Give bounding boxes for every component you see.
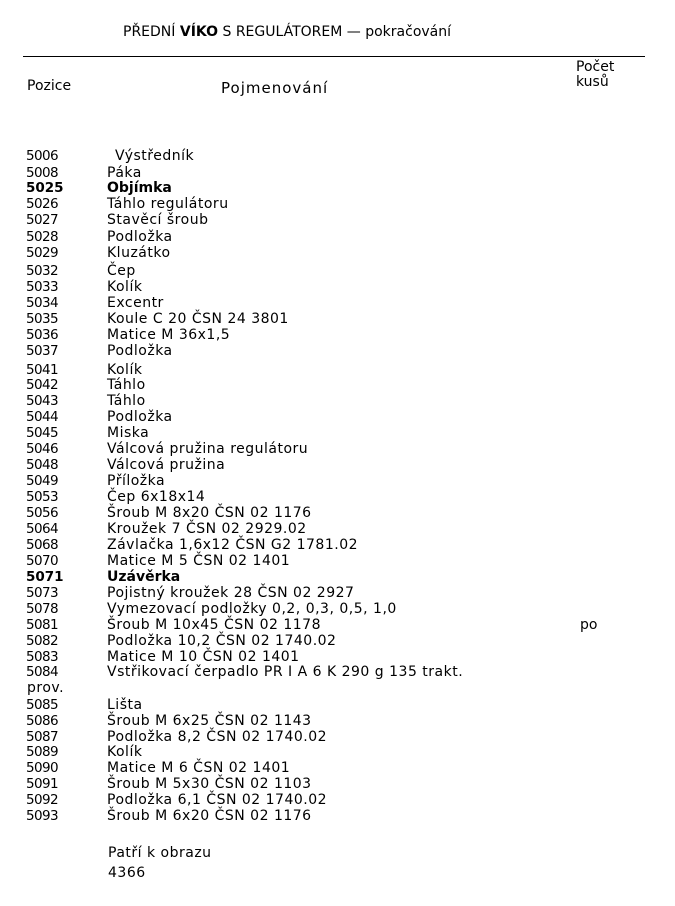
item-position: 5037 — [26, 343, 58, 359]
item-name: Kluzátko — [107, 245, 171, 261]
list-item — [0, 343, 675, 359]
list-item — [0, 409, 675, 425]
item-position: 5036 — [26, 327, 58, 343]
header-rule — [23, 56, 645, 57]
item-position: 5053 — [26, 489, 58, 505]
page-title — [123, 24, 451, 40]
item-name: Šroub M 10x45 ČSN 02 1178 — [107, 617, 321, 633]
item-position: 5045 — [26, 425, 58, 441]
list-item — [0, 263, 675, 279]
list-item — [0, 760, 675, 776]
item-name: Táhlo — [107, 377, 146, 393]
item-position: 5026 — [26, 196, 58, 212]
item-name: Válcová pružina — [107, 457, 226, 473]
item-name: Miska — [107, 425, 150, 441]
item-position: 5033 — [26, 279, 58, 295]
title-suffix: S REGULÁTOREM — pokračování — [218, 24, 452, 40]
list-item — [0, 295, 675, 311]
item-position: 5089 — [26, 744, 58, 760]
item-position: 5091 — [26, 776, 58, 792]
item-position: 5049 — [26, 473, 58, 489]
list-item — [0, 165, 675, 181]
list-item — [0, 729, 675, 745]
title-bold: VÍKO — [179, 24, 219, 40]
list-item — [0, 537, 675, 553]
item-position: 5032 — [26, 263, 58, 279]
list-item — [0, 245, 675, 261]
item-position: 5027 — [26, 212, 58, 228]
item-name: Příložka — [107, 473, 166, 489]
item-name: Páka — [107, 165, 142, 181]
item-name: Kroužek 7 ČSN 02 2929.02 — [107, 521, 307, 537]
list-item — [0, 713, 675, 729]
list-item — [0, 362, 675, 378]
item-position: 5025 — [26, 180, 64, 196]
list-item — [0, 553, 675, 569]
item-name: Podložka — [107, 343, 173, 359]
item-name: Kolík — [107, 362, 143, 378]
list-item — [0, 617, 675, 633]
item-name: Vymezovací podložky 0,2, 0,3, 0,5, 1,0 — [107, 601, 397, 617]
item-position: 5046 — [26, 441, 58, 457]
list-item — [0, 521, 675, 537]
item-position: 5085 — [26, 697, 58, 713]
item-position: 5008 — [26, 165, 58, 181]
item-name: Výstředník — [115, 148, 195, 164]
item-name: Koule C 20 ČSN 24 3801 — [107, 311, 289, 327]
list-item — [0, 585, 675, 601]
item-name: Vstřikovací čerpadlo PR I A 6 K 290 g 135 trakt. — [107, 664, 464, 680]
item-name: Šroub M 5x30 ČSN 02 1103 — [107, 776, 312, 792]
item-name: Kolík — [107, 744, 143, 760]
list-item — [0, 601, 675, 617]
item-name: Pojistný kroužek 28 ČSN 02 2927 — [107, 585, 355, 601]
list-item — [0, 505, 675, 521]
item-name: Matice M 36x1,5 — [107, 327, 231, 343]
item-position: 5006 — [26, 148, 58, 164]
item-name-continuation: prov. — [27, 680, 65, 696]
item-position: 5048 — [26, 457, 58, 473]
list-item — [0, 180, 675, 196]
item-position: 5093 — [26, 808, 58, 824]
item-position: 5081 — [26, 617, 58, 633]
item-count: po — [580, 617, 598, 633]
item-name: Závlačka 1,6x12 ČSN G2 1781.02 — [107, 537, 359, 553]
item-position: 5071 — [26, 569, 64, 585]
list-item — [0, 489, 675, 505]
item-name: Válcová pružina regulátoru — [107, 441, 309, 457]
item-position: 5044 — [26, 409, 58, 425]
list-item — [0, 776, 675, 792]
item-position: 5070 — [26, 553, 58, 569]
item-position: 5035 — [26, 311, 58, 327]
list-item — [0, 393, 675, 409]
list-item — [0, 229, 675, 245]
item-position: 5043 — [26, 393, 58, 409]
list-item — [0, 279, 675, 295]
item-position: 5092 — [26, 792, 58, 808]
list-item — [0, 457, 675, 473]
item-position: 5078 — [26, 601, 58, 617]
list-item — [0, 148, 675, 164]
item-name: Lišta — [107, 697, 143, 713]
item-name: Uzávěrka — [107, 569, 181, 585]
footer-reference-label: Patří k obrazu — [108, 845, 212, 861]
item-name: Kolík — [107, 279, 143, 295]
list-item — [0, 311, 675, 327]
list-item — [0, 744, 675, 760]
item-position: 5034 — [26, 295, 58, 311]
list-item — [0, 425, 675, 441]
item-name: Stavěcí šroub — [107, 212, 209, 228]
item-position: 5082 — [26, 633, 58, 649]
title-prefix: PŘEDNÍ — [123, 24, 180, 40]
list-item — [0, 792, 675, 808]
item-position: 5073 — [26, 585, 58, 601]
item-position: 5084 — [26, 664, 58, 680]
item-position: 5087 — [26, 729, 58, 745]
item-name: Čep — [107, 263, 136, 279]
item-name: Matice M 10 ČSN 02 1401 — [107, 649, 300, 665]
item-name: Excentr — [107, 295, 164, 311]
item-position: 5090 — [26, 760, 58, 776]
column-header-position: Pozice — [27, 78, 72, 94]
column-header-count: Počet kusů — [576, 59, 615, 90]
item-name: Šroub M 6x25 ČSN 02 1143 — [107, 713, 312, 729]
item-name: Šroub M 8x20 ČSN 02 1176 — [107, 505, 312, 521]
item-name: Podložka 6,1 ČSN 02 1740.02 — [107, 792, 328, 808]
item-name: Podložka — [107, 409, 173, 425]
item-position: 5068 — [26, 537, 58, 553]
item-position: 5029 — [26, 245, 58, 261]
item-name: Podložka — [107, 229, 173, 245]
item-name: Matice M 5 ČSN 02 1401 — [107, 553, 291, 569]
list-item — [0, 664, 675, 680]
list-item — [0, 649, 675, 665]
item-position: 5086 — [26, 713, 58, 729]
item-name: Táhlo regulátoru — [107, 196, 229, 212]
list-item — [0, 196, 675, 212]
item-name: Matice M 6 ČSN 02 1401 — [107, 760, 291, 776]
list-item — [0, 377, 675, 393]
list-item — [0, 633, 675, 649]
item-position: 5083 — [26, 649, 58, 665]
list-item — [0, 473, 675, 489]
list-item — [0, 697, 675, 713]
item-name: Objímka — [107, 180, 172, 196]
item-position: 5028 — [26, 229, 58, 245]
column-header-name: Pojmenování — [221, 79, 329, 97]
list-item — [0, 808, 675, 824]
list-item — [0, 327, 675, 343]
item-position: 5064 — [26, 521, 58, 537]
list-item — [0, 212, 675, 228]
item-name: Podložka 10,2 ČSN 02 1740.02 — [107, 633, 337, 649]
item-name: Táhlo — [107, 393, 146, 409]
list-item — [0, 569, 675, 585]
list-item — [0, 441, 675, 457]
item-name: Podložka 8,2 ČSN 02 1740.02 — [107, 729, 328, 745]
item-position: 5056 — [26, 505, 58, 521]
item-position: 5041 — [26, 362, 58, 378]
item-name: Čep 6x18x14 — [107, 489, 206, 505]
item-name: Šroub M 6x20 ČSN 02 1176 — [107, 808, 312, 824]
item-position: 5042 — [26, 377, 58, 393]
footer-reference-number: 4366 — [108, 865, 146, 881]
